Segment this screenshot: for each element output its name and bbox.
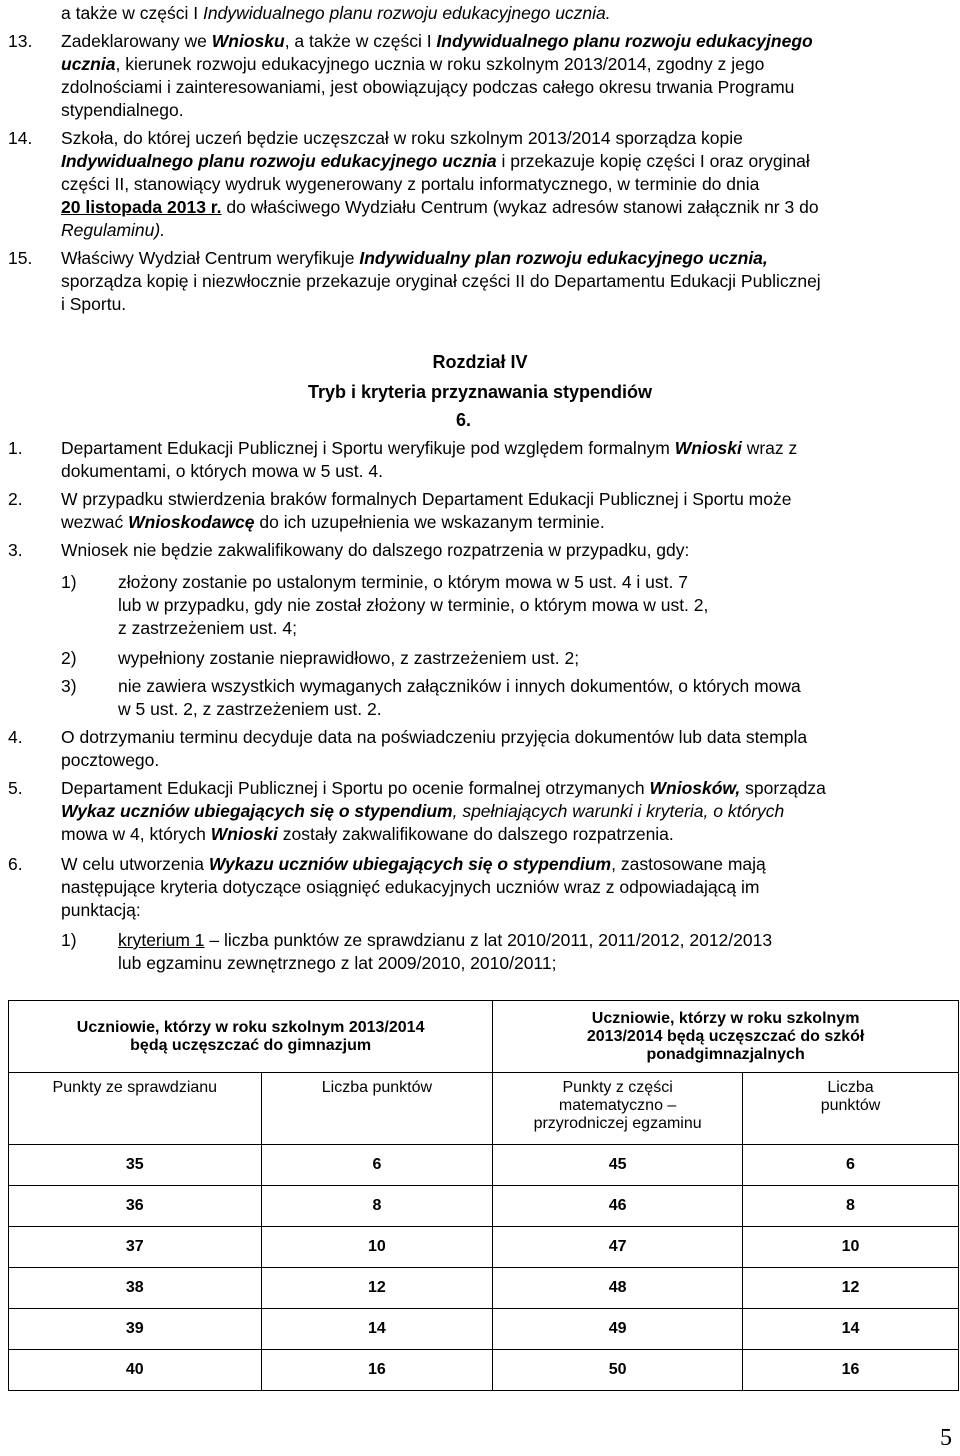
table-cell: 36	[9, 1186, 262, 1227]
s6-item-1-line-1: kryterium 1 – liczba punktów ze sprawdzianu z lat 2010/2011, 2011/2012, 2012/2013	[118, 930, 773, 950]
s3-item-3-line-2: w 5 ust. 2, z zastrzeżeniem ust. 2.	[118, 699, 382, 719]
table-row	[9, 1309, 959, 1350]
col-header-liczba-punktow-1: Liczba punktów	[261, 1073, 493, 1145]
s1-line-2: dokumentami, o których mowa w 5 ust. 4.	[61, 461, 383, 481]
s3-item-2-number: 2)	[61, 648, 77, 668]
table-cell: 45	[493, 1145, 743, 1186]
table-column-header-row	[9, 1073, 959, 1145]
col-header-sprawdzian: Punkty ze sprawdzianu	[9, 1073, 262, 1145]
table-cell: 10	[743, 1227, 959, 1268]
table-cell: 12	[743, 1268, 959, 1309]
s3-item-1-number: 1)	[61, 572, 77, 592]
table-cell: 6	[261, 1145, 493, 1186]
s5-number: 5.	[8, 778, 23, 798]
table-row	[9, 1350, 959, 1391]
criteria-table	[8, 1000, 959, 1391]
s3-number: 3.	[8, 540, 23, 560]
item-15-number: 15.	[8, 248, 33, 268]
item-13-line-1: Zadeklarowany we Wniosku, a także w części I Indywidualnego planu rozwoju edukacyjnego	[61, 31, 813, 51]
item-14-line-5: Regulaminu).	[61, 220, 166, 240]
s4-line-2: pocztowego.	[61, 750, 160, 770]
s4-number: 4.	[8, 727, 23, 747]
s3-item-3-number: 3)	[61, 676, 77, 696]
s3-line-1: Wniosek nie będzie zakwalifikowany do dalszego rozpatrzenia w przypadku, gdy:	[61, 540, 690, 560]
page-number: 5	[940, 1425, 952, 1451]
s3-item-3-line-1: nie zawiera wszystkich wymaganych załączników i innych dokumentów, o których mowa	[118, 676, 801, 696]
table-cell: 8	[743, 1186, 959, 1227]
table-cell: 39	[9, 1309, 262, 1350]
item-14-line-4: 20 listopada 2013 r. do właściwego Wydziału Centrum (wykaz adresów stanowi załącznik nr 3 do	[61, 197, 819, 217]
table-cell: 47	[493, 1227, 743, 1268]
s6-line-2: następujące kryteria dotyczące osiągnięć edukacyjnych uczniów wraz z odpowiadającą im	[61, 877, 760, 897]
table-cell: 16	[261, 1350, 493, 1391]
table-row	[9, 1227, 959, 1268]
item-13-line-4: stypendialnego.	[61, 100, 184, 120]
s6-line-1: W celu utworzenia Wykazu uczniów ubiegających się o stypendium, zastosowane mają	[61, 854, 766, 874]
s1-line-1: Departament Edukacji Publicznej i Sportu weryfikuje pod względem formalnym Wnioski wraz z	[61, 438, 798, 458]
item-14-number: 14.	[8, 128, 33, 148]
item-15-line-2: sporządza kopię i niezwłocznie przekazuje oryginał części II do Departamentu Edukacji Publicznej	[61, 271, 821, 291]
s6-number: 6.	[8, 854, 23, 874]
item-14-line-2: Indywidualnego planu rozwoju edukacyjnego ucznia i przekazuje kopię części I oraz oryginał	[61, 151, 810, 171]
item-15-line-1: Właściwy Wydział Centrum weryfikuje Indywidualny plan rozwoju edukacyjnego ucznia,	[61, 248, 768, 268]
table-cell: 50	[493, 1350, 743, 1391]
item-14-line-3: części II, stanowiący wydruk wygenerowany z portalu informatycznego, w terminie do dnia	[61, 174, 760, 194]
item-15-line-3: i Sportu.	[61, 294, 127, 314]
s2-number: 2.	[8, 489, 23, 509]
col-header-liczba-punktow-2: Liczba punktów	[743, 1073, 959, 1145]
table-cell: 12	[261, 1268, 493, 1309]
s6-item-1-line-2: lub egzaminu zewnętrznego z lat 2009/2010, 2010/2011;	[118, 953, 557, 973]
s5-line-1: Departament Edukacji Publicznej i Sportu po ocenie formalnej otrzymanych Wniosków, sporządza	[61, 778, 826, 798]
chapter-subtitle: Tryb i kryteria przyznawania stypendiów	[307, 382, 653, 402]
s2-line-1: W przypadku stwierdzenia braków formalnych Departament Edukacji Publicznej i Sportu może	[61, 489, 792, 509]
s1-number: 1.	[8, 438, 23, 458]
group-header-gimnazjum: Uczniowie, którzy w roku szkolnym 2013/2014 będą uczęszczać do gimnazjum	[9, 1001, 493, 1073]
table-cell: 37	[9, 1227, 262, 1268]
table-cell: 6	[743, 1145, 959, 1186]
s3-item-2-line-1: wypełniony zostanie nieprawidłowo, z zastrzeżeniem ust. 2;	[118, 648, 580, 668]
table-cell: 40	[9, 1350, 262, 1391]
p12-tail: a także w części I Indywidualnego planu rozwoju edukacyjnego ucznia.	[61, 3, 611, 23]
s4-line-1: O dotrzymaniu terminu decyduje data na poświadczeniu przyjęcia dokumentów lub data stempla	[61, 727, 808, 747]
col-header-egzamin: Punkty z części matematyczno – przyrodniczej egzaminu	[493, 1073, 743, 1145]
chapter-title: Rozdział IV	[432, 352, 528, 372]
table-cell: 48	[493, 1268, 743, 1309]
table-cell: 10	[261, 1227, 493, 1268]
item-14-line-1: Szkoła, do której uczeń będzie uczęszczał w roku szkolnym 2013/2014 sporządza kopie	[61, 128, 743, 148]
s2-line-2: wezwać Wnioskodawcę do ich uzupełnienia we wskazanym terminie.	[61, 512, 605, 532]
table-cell: 14	[743, 1309, 959, 1350]
s3-item-1-line-2: lub w przypadku, gdy nie został złożony w terminie, o którym mowa w ust. 2,	[118, 595, 709, 615]
table-group-header-row	[9, 1001, 959, 1073]
s3-item-1-line-3: z zastrzeżeniem ust. 4;	[118, 618, 297, 638]
item-13-line-3: zdolnościami i zainteresowaniami, jest obowiązujący podczas całego okresu trwania Programu	[61, 77, 795, 97]
table-row	[9, 1268, 959, 1309]
table-cell: 46	[493, 1186, 743, 1227]
table-row	[9, 1186, 959, 1227]
table-cell: 16	[743, 1350, 959, 1391]
s3-item-1-line-1: złożony zostanie po ustalonym terminie, o którym mowa w 5 ust. 4 i ust. 7	[118, 572, 688, 592]
item-13-line-2: ucznia, kierunek rozwoju edukacyjnego ucznia w roku szkolnym 2013/2014, zgodny z jego	[61, 54, 765, 74]
s5-line-3: mowa w 4, których Wnioski zostały zakwalifikowane do dalszego rozpatrzenia.	[61, 824, 674, 844]
table-cell: 35	[9, 1145, 262, 1186]
table-cell: 8	[261, 1186, 493, 1227]
table-cell: 14	[261, 1309, 493, 1350]
table-cell: 49	[493, 1309, 743, 1350]
s6-item-1-number: 1)	[61, 930, 77, 950]
s5-line-2: Wykaz uczniów ubiegających się o stypendium, spełniających warunki i kryteria, o których	[61, 801, 785, 821]
item-13-number: 13.	[8, 31, 33, 51]
table-cell: 38	[9, 1268, 262, 1309]
s6-line-3: punktacją:	[61, 900, 141, 920]
table-row	[9, 1145, 959, 1186]
group-header-ponadgimnazjalne: Uczniowie, którzy w roku szkolnym 2013/2014 będą uczęszczać do szkół ponadgimnazjalnych	[493, 1001, 959, 1073]
section-number: 6.	[456, 410, 472, 430]
